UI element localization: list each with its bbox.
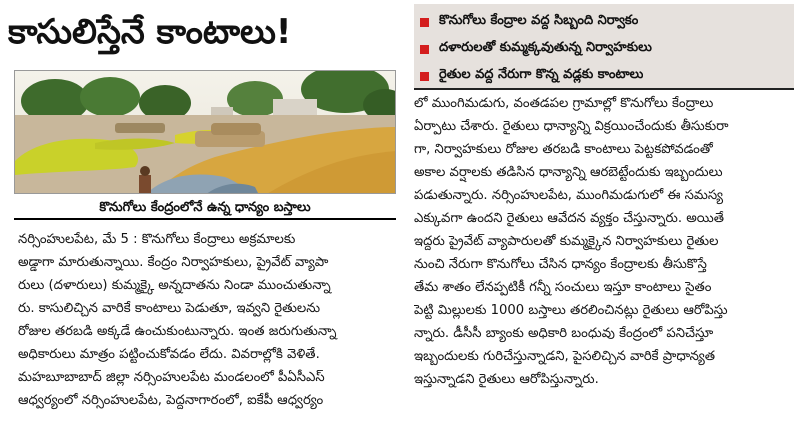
body-line: ఇబ్బందులకు గురిచేస్తున్నాడని, పైసలిచ్చిన వారికే ప్రాధాన్యత <box>414 349 716 364</box>
body-line: గా, నిర్వాహకులు రోజుల తరబడి కాంటాలు పెట్టకపోవడంతో <box>414 142 713 157</box>
body-line: పడుతున్నారు. నర్సింహులపేట, ముంగిమడుగులో ఈ సమస్య <box>414 188 723 203</box>
body-line: ఇద్దరు ప్రైవేట్ వ్యాపారులతో కుమ్మక్కైన నిర్వాహకులు రైతుల <box>414 234 719 249</box>
body-line: ఏర్పాటు చేశారు. రైతులు ధాన్యాన్ని విక్రయించేందుకు తీసుకురా <box>414 119 729 134</box>
body-line: ఇస్తున్నాడని రైతులు ఆరోపిస్తున్నారు. <box>414 372 599 387</box>
photo-caption: కొనుగోలు కేంద్రంలోనే ఉన్న ధాన్యం బస్తాలు <box>14 196 396 220</box>
highlights-box <box>414 4 794 90</box>
red-square-bullet-icon <box>420 45 429 54</box>
red-square-bullet-icon <box>420 72 429 81</box>
highlight-item <box>420 37 788 61</box>
highlight-text: రైతుల వద్ద నేరుగా కొన్న వడ్లకు కాంటాలు <box>439 67 644 82</box>
body-line: తేమ శాతం లేనప్పటికీ గన్నీ సంచులు ఇస్తూ కాంటాలు సైతం <box>414 280 712 295</box>
body-line: న్నారు. డీసీసీ బ్యాంకు అధికారి బంధువు కేంద్రంలో పనిచేస్తూ <box>414 326 714 341</box>
body-line: అడ్డాగా మారుతున్నాయి. కేంద్రం నిర్వాహకులు, ప్రైవేట్ వ్యాపా <box>18 255 329 270</box>
body-line: అకాల వర్షాలకు తడిసిన ధాన్యాన్ని ఆరబెట్టేందుకు ఇబ్బందులు <box>414 165 723 180</box>
highlight-text: దళారులతో కుమ్మక్కవుతున్న నిర్వాహకులు <box>439 40 652 55</box>
body-line: మహబూబాబాద్ జిల్లా నర్సింహులపేట మండలంలో పీఏసీఎస్ <box>18 370 325 385</box>
body-line: నర్సింహులపేట, మే 5 : కొనుగోలు కేంద్రాలు అక్రమాలకు <box>18 232 296 247</box>
highlight-item <box>420 10 788 34</box>
body-line: అధికారులు మాత్రం పట్టించుకోవడం లేదు. వివరాల్లోకి వెళితే. <box>18 347 320 362</box>
highlight-item <box>420 64 788 88</box>
body-line: ఎక్కువగా ఉందని రైతులు ఆవేదన వ్యక్తం చేస్తున్నారు. అయితే <box>414 211 725 226</box>
grain-photo <box>14 70 396 194</box>
right-column <box>414 92 794 391</box>
left-column <box>18 228 396 412</box>
headline: కాసులిస్తేనే కాంటాలు! <box>8 12 292 52</box>
red-square-bullet-icon <box>420 18 429 27</box>
body-line: నుంచి నేరుగా కొనుగోలు చేసిన ధాన్యం కేంద్రాలకు తీసుకొస్తే <box>414 257 707 272</box>
grain-photo-illustration <box>15 71 396 194</box>
highlight-text: కొనుగోలు కేంద్రాల వద్ద సిబ్బంది నిర్వాకం <box>439 13 639 28</box>
body-line: రోజుల తరబడి అక్కడే ఉంచుకుంటున్నారు. ఇంత జరుగుతున్నా <box>18 324 337 339</box>
body-line: లో ముంగిమడుగు, వంతడపల గ్రామాల్లో కొనుగోలు కేంద్రాలు <box>414 96 714 111</box>
body-line: పెట్టి మిల్లులకు 1000 బస్తాలు తరలించినట్లు రైతులు ఆరోపిస్తు <box>414 303 728 318</box>
body-line: రులు (దళారులు) కుమ్మక్కై అన్నదాతను నిండా ముంచుతున్నా <box>18 278 331 293</box>
body-line: ఆధ్వర్యంలో నర్సింహులపేట, పెద్దనాగారంలో, ఐకేపీ ఆధ్వర్యం <box>18 393 324 408</box>
body-line: రు. కాసులిచ్చిన వారికే కాంటాలు పెడుతూ, ఇవ్వని రైతులను <box>18 301 321 316</box>
